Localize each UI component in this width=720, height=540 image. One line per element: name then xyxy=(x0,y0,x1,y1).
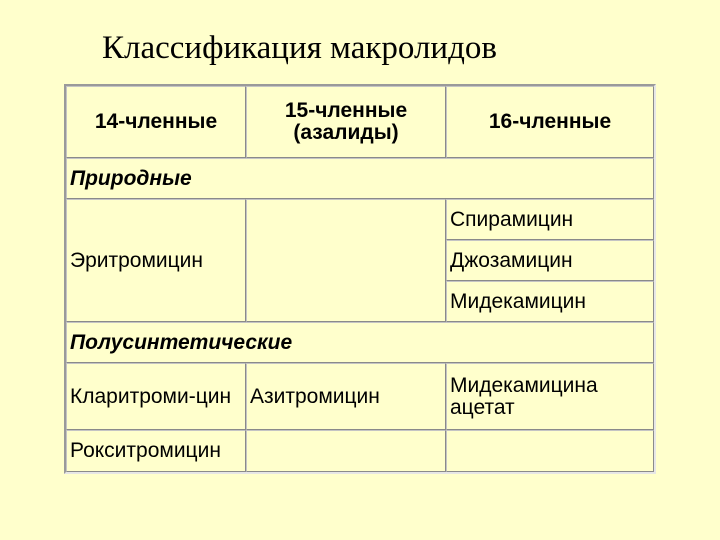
section-label-natural: Природные xyxy=(66,158,654,199)
semisynthetic-16-cell: Мидекамицина ацетат xyxy=(446,363,654,430)
semisynthetic-14-cell: Рокситромицин xyxy=(66,430,246,472)
section-label-semisynthetic: Полусинтетические xyxy=(66,322,654,363)
natural-14-cell: Эритромицин xyxy=(66,199,246,322)
natural-15-cell xyxy=(246,199,446,322)
semisynthetic-row-2 xyxy=(66,430,654,472)
header-15-membered: 15-членные (азалиды) xyxy=(246,86,446,158)
semisynthetic-15-cell xyxy=(246,430,446,472)
semisynthetic-15-cell: Азитромицин xyxy=(246,363,446,430)
semisynthetic-16-cell xyxy=(446,430,654,472)
natural-16-cell: Джозамицин xyxy=(446,240,654,281)
natural-16-cell: Спирамицин xyxy=(446,199,654,240)
section-row-natural xyxy=(66,158,654,199)
header-row xyxy=(66,86,654,158)
natural-row-1 xyxy=(66,199,654,240)
slide-title: Классификация макролидов xyxy=(102,30,497,66)
semisynthetic-row-1 xyxy=(66,363,654,430)
macrolide-classification-table xyxy=(64,84,656,474)
section-row-semisynthetic xyxy=(66,322,654,363)
natural-16-cell: Мидекамицин xyxy=(446,281,654,322)
semisynthetic-14-cell: Кларитроми-цин xyxy=(66,363,246,430)
header-16-membered: 16-членные xyxy=(446,86,654,158)
header-14-membered: 14-членные xyxy=(66,86,246,158)
